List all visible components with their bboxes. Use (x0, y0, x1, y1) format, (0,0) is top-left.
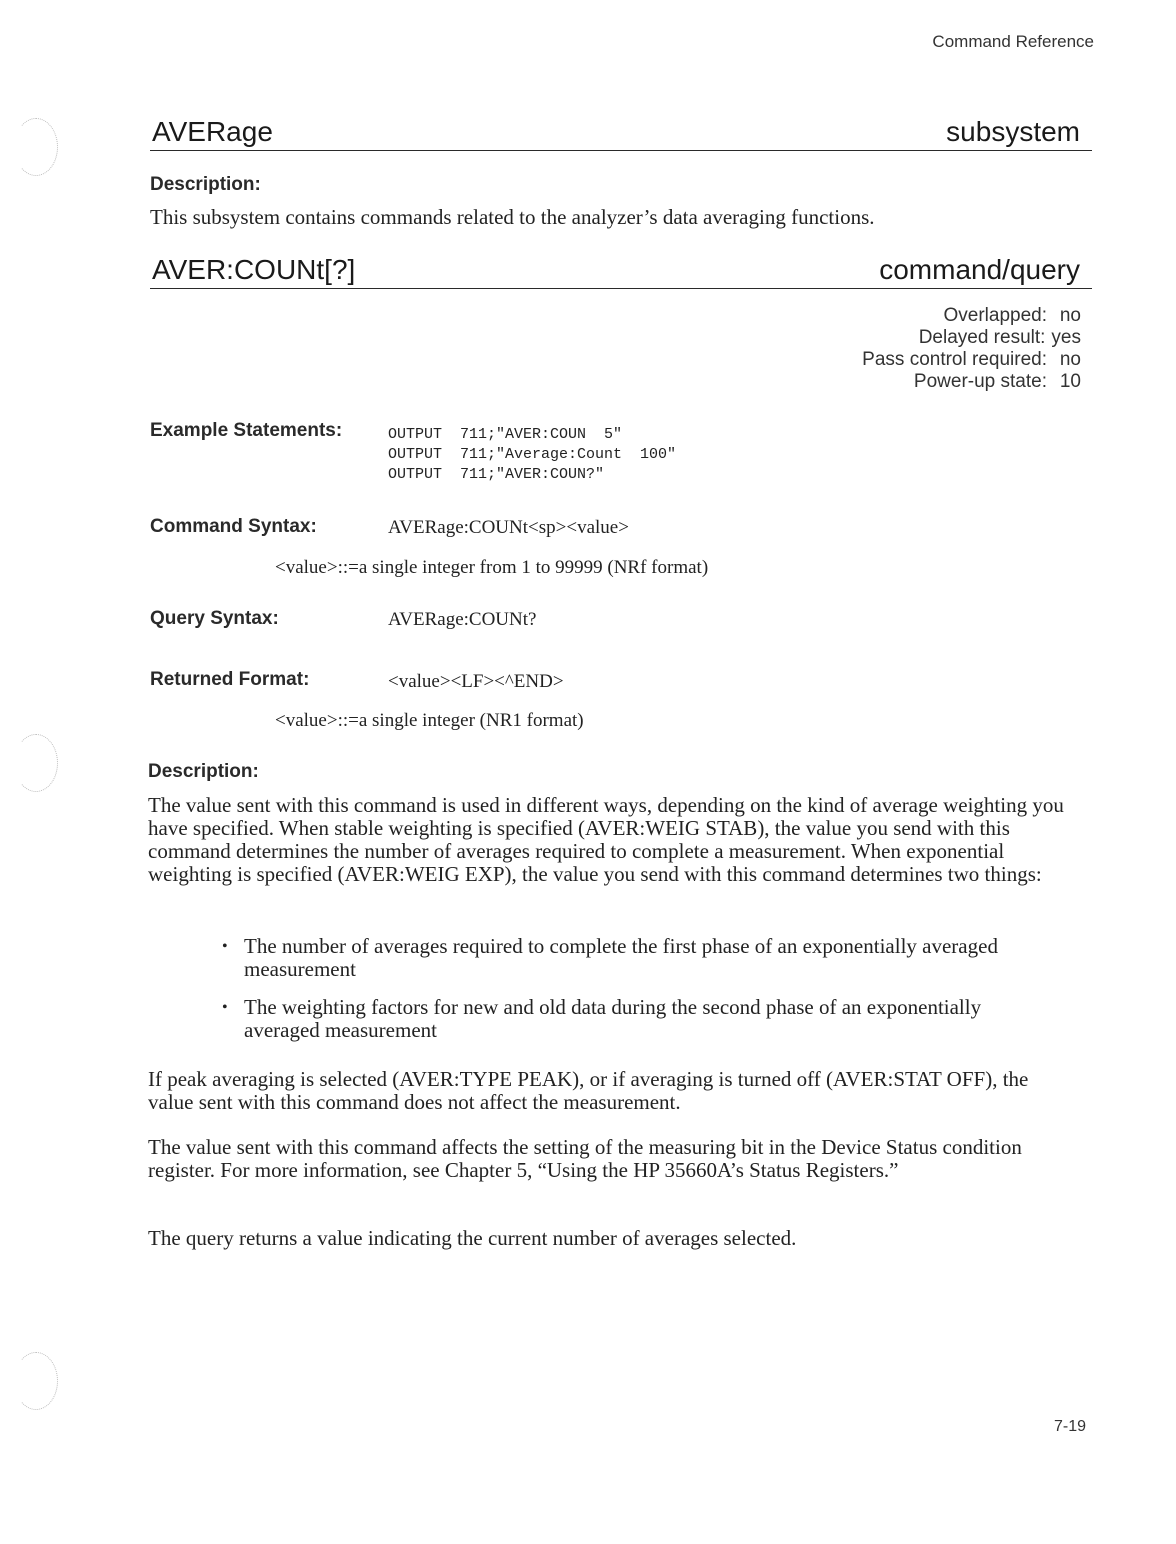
subsystem-description-label: Description: (150, 174, 261, 195)
subsystem-header (150, 116, 1092, 151)
returned-format-label: Returned Format: (150, 669, 310, 690)
subsystem-kind: subsystem (946, 116, 1080, 147)
example-line: OUTPUT 711;"AVER:COUN?" (388, 466, 605, 483)
command-syntax-label: Command Syntax: (150, 516, 317, 537)
description-label: Description: (148, 761, 259, 782)
command-value-definition: <value>::=a single integer from 1 to 99999 (NRf format) (275, 557, 709, 578)
running-head: Command Reference (932, 32, 1094, 51)
example-line: OUTPUT 711;"AVER:COUN 5" (388, 426, 623, 443)
subsystem-description-text: This subsystem contains commands related to the analyzer’s data averaging functions. (150, 205, 875, 229)
query-syntax: AVERage:COUNt? (388, 609, 537, 630)
command-kind: command/query (879, 254, 1080, 285)
bullet-icon: • (222, 938, 228, 955)
description-bullet-list (222, 935, 1062, 1057)
returned-value-definition: <value>::=a single integer (NR1 format) (275, 710, 584, 731)
description-paragraph: The value sent with this command is used in different ways, depending on the kind of average weighting you have specified. When stable weighting is specified (AVER:WEIG STAB), the value you send with this command determines the number of averages required to complete a measurement. When exponential weighting is specified (AVER:WEIG EXP), the value you send with this command determines two things: (148, 793, 1064, 886)
property-power-up-state: Power-up state: 10 (913, 371, 1081, 392)
subsystem-name: AVERage (152, 116, 273, 147)
returned-format: <value><LF><^END> (388, 671, 564, 692)
command-syntax: AVERage:COUNt<sp><value> (388, 517, 629, 538)
example-statements (388, 425, 676, 485)
page-number: 7-19 (1053, 1418, 1086, 1435)
list-item: • The number of averages required to complete the first phase of an exponentially averaged measurement (222, 934, 998, 981)
command-header (150, 254, 1092, 289)
property-pass-control: Pass control required: no (862, 349, 1081, 370)
punch-hole-mark (14, 1352, 58, 1410)
description-paragraph: The value sent with this command affects the setting of the measuring bit in the Device Status condition register. For more information, see Chapter 5, “Using the HP 35660A’s Status Registers.” (148, 1135, 1022, 1182)
command-properties (862, 305, 1081, 393)
punch-hole-mark (14, 734, 58, 792)
example-line: OUTPUT 711;"Average:Count 100" (388, 446, 677, 463)
list-item: • The weighting factors for new and old data during the second phase of an exponentially averaged measurement (222, 995, 982, 1042)
property-delayed-result: Delayed result: yes (918, 327, 1081, 348)
bullet-icon: • (222, 999, 228, 1016)
example-statements-label: Example Statements: (150, 420, 343, 441)
property-overlapped: Overlapped: no (943, 305, 1081, 326)
description-paragraph: If peak averaging is selected (AVER:TYPE PEAK), or if averaging is turned off (AVER:STAT OFF), the value sent with this command does not affect the measurement. (148, 1067, 1029, 1114)
punch-hole-mark (14, 118, 58, 176)
description-paragraph: The query returns a value indicating the current number of averages selected. (148, 1226, 797, 1250)
query-syntax-label: Query Syntax: (150, 608, 279, 629)
command-name: AVER:COUNt[?] (152, 254, 356, 285)
